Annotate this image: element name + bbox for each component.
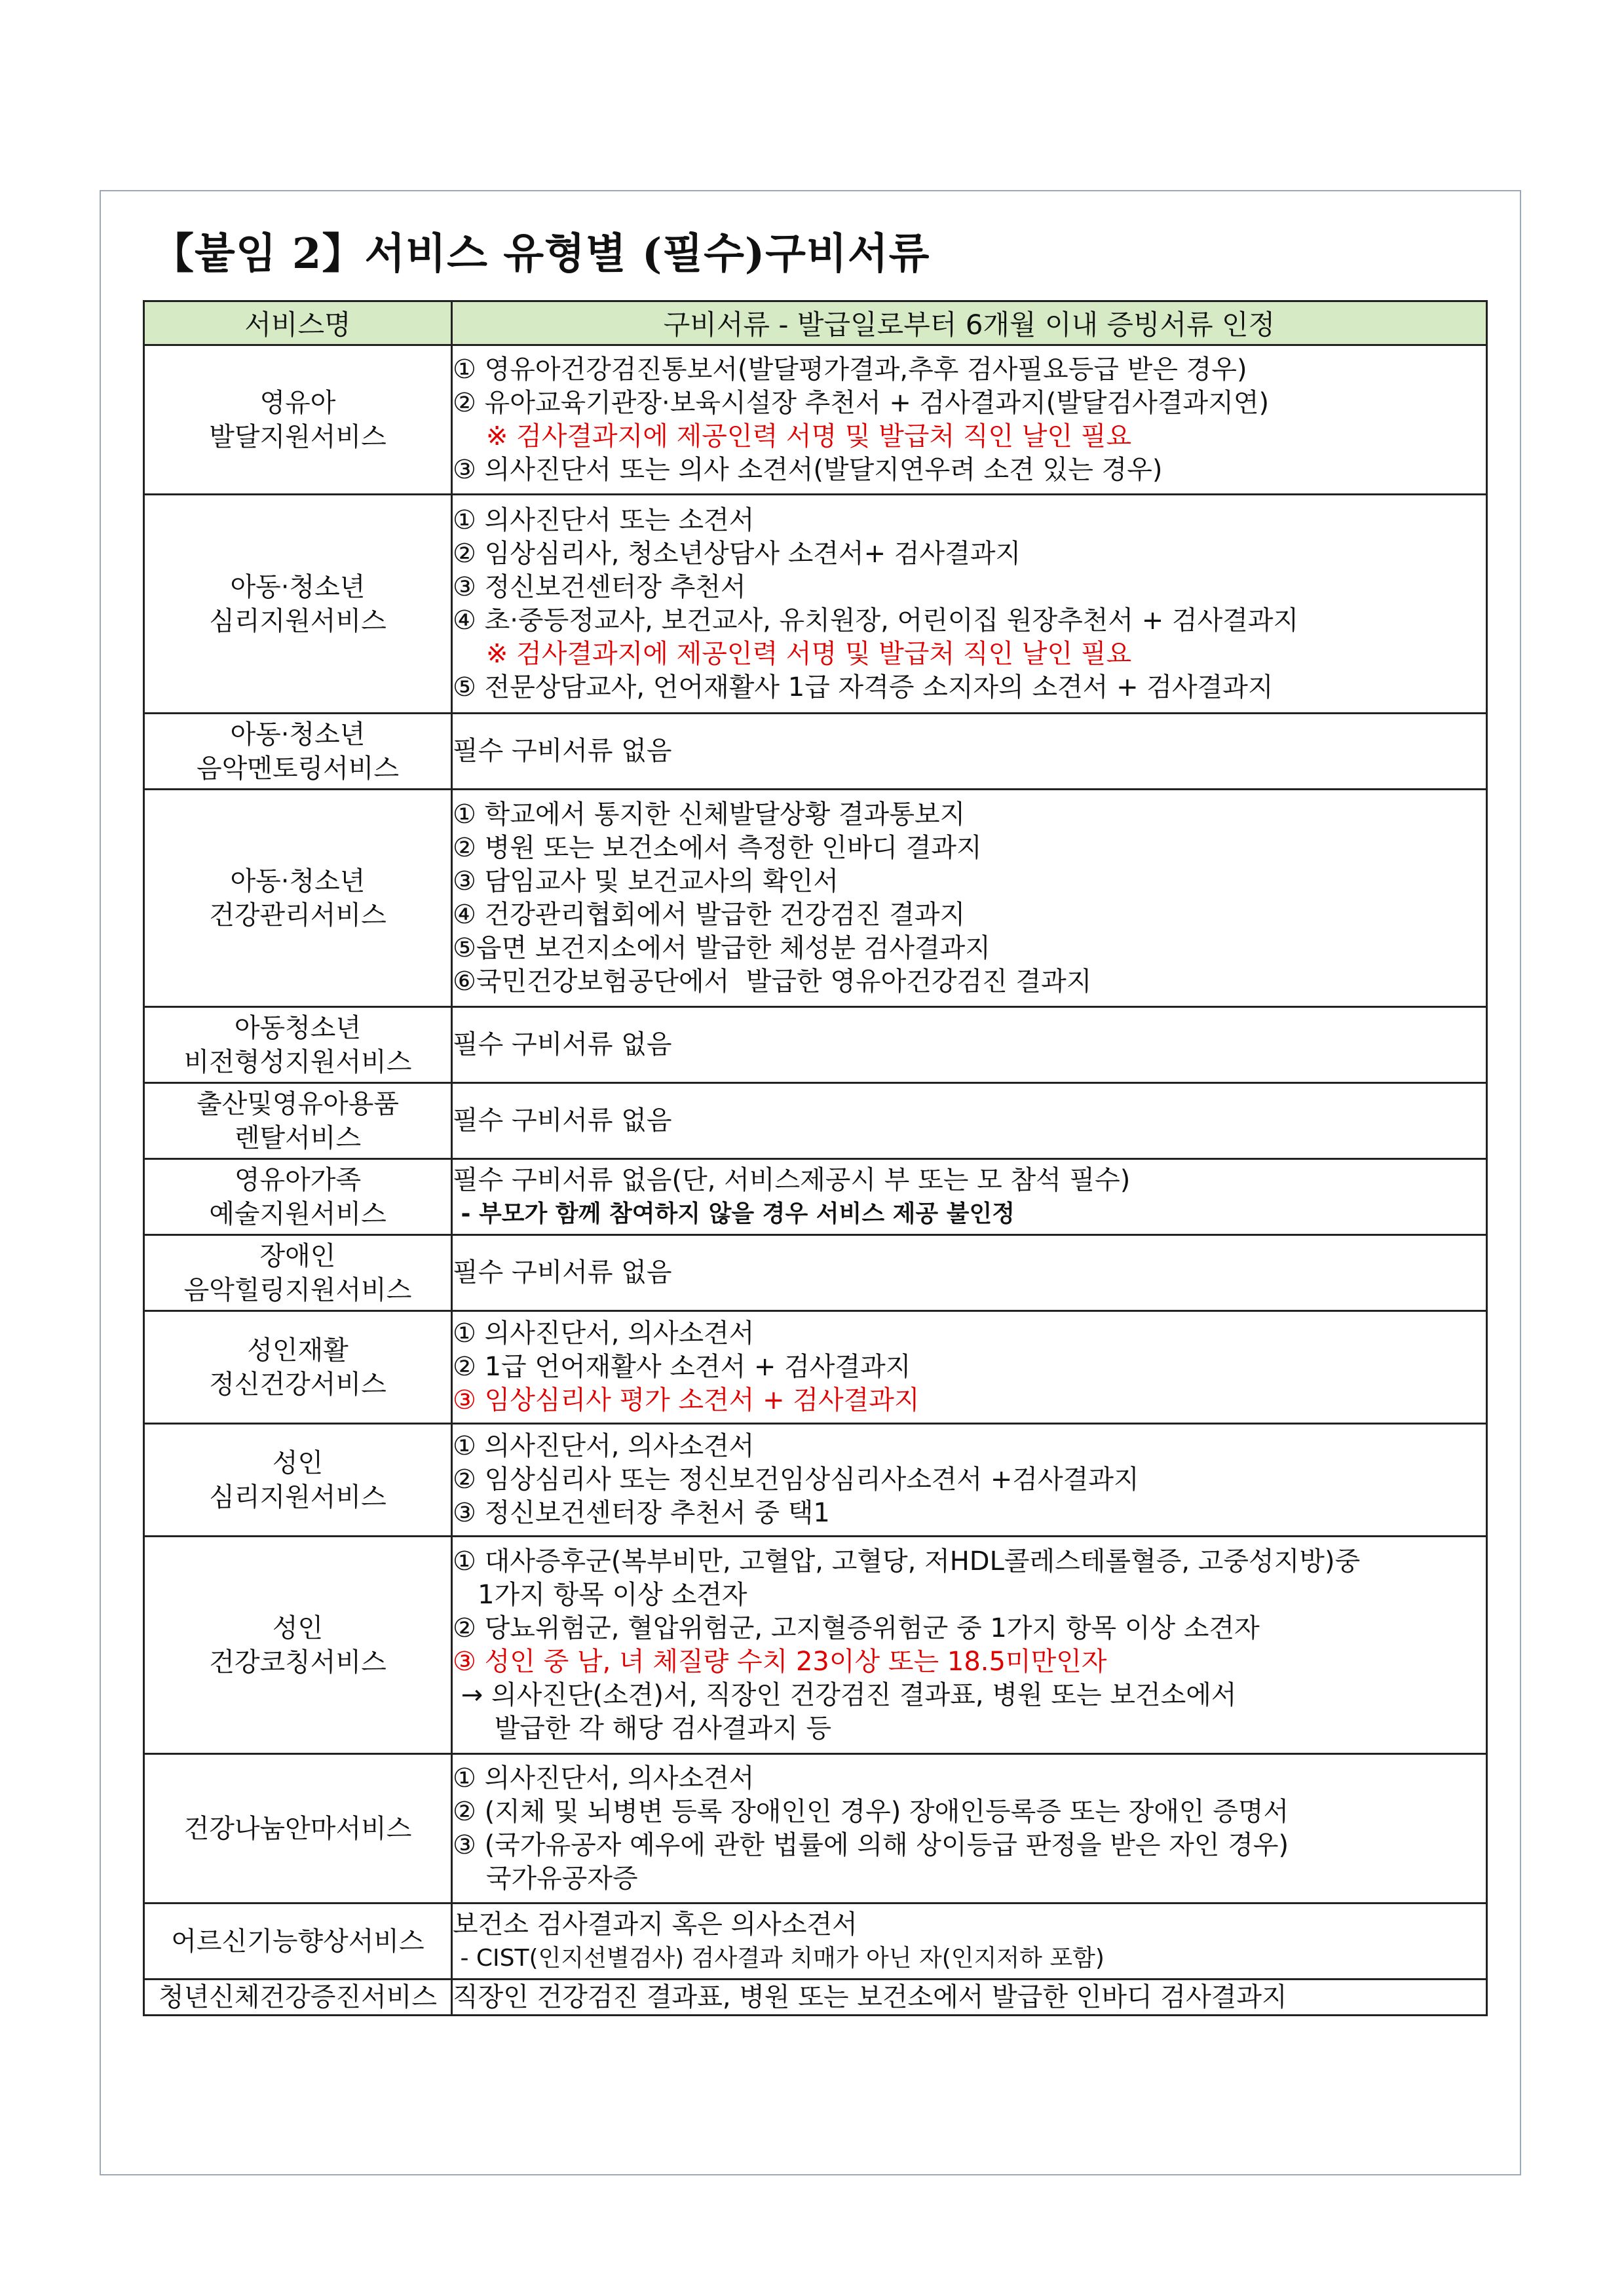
document-item: ① 학교에서 통지한 신체발달상황 결과통보지 <box>453 799 966 830</box>
service-name-line: 비전형성지원서비스 <box>183 1046 412 1077</box>
document-item: ③ 담임교사 및 보건교사의 확인서 <box>453 866 839 896</box>
document-item: ② 임상심리사, 청소년상담사 소견서+ 검사결과지 <box>453 538 1021 569</box>
document-note-highlight: ※ 검사결과지에 제공인력 서명 및 발급처 직인 날인 필요 <box>453 638 1132 669</box>
service-name-cell <box>144 1083 452 1159</box>
required-documents-cell <box>452 345 1487 495</box>
service-name-cell <box>144 1424 452 1537</box>
service-name-line: 아동·청소년 <box>230 571 366 602</box>
document-item: ② 병원 또는 보건소에서 측정한 인바디 결과지 <box>453 832 982 863</box>
document-item: 필수 구비서류 없음 <box>453 1105 672 1136</box>
service-name-cell <box>144 1311 452 1424</box>
service-name-line: 청년신체건강증진서비스 <box>158 1982 438 2012</box>
document-item: 국가유공자증 <box>453 1863 638 1894</box>
required-documents-cell <box>452 1754 1487 1904</box>
document-item: ① 영유아건강검진통보서(발달평가결과,추후 검사필요등급 받은 경우) <box>453 354 1247 385</box>
service-name-line: 성인재활 <box>247 1335 349 1366</box>
required-documents-cell <box>452 1537 1487 1754</box>
table-row <box>144 1537 1487 1754</box>
required-documents-cell <box>452 1159 1487 1235</box>
header-required-documents: 구비서류 - 발급일로부터 6개월 이내 증빙서류 인정 <box>452 301 1487 345</box>
document-item: ③ (국가유공자 예우에 관한 법률에 의해 상이등급 판정을 받은 자인 경우) <box>453 1829 1289 1860</box>
document-note-highlight: ③ 성인 중 남, 녀 체질량 수치 23이상 또는 18.5미만인자 <box>453 1646 1107 1677</box>
table-row <box>144 790 1487 1007</box>
required-documents-cell <box>452 1980 1487 2016</box>
document-item: ① 의사진단서, 의사소견서 <box>453 1318 755 1349</box>
required-documents-cell <box>452 1311 1487 1424</box>
service-name-line: 장애인 <box>259 1240 336 1271</box>
document-note-highlight: ③ 임상심리사 평가 소견서 + 검사결과지 <box>453 1385 920 1415</box>
service-name-line: 아동청소년 <box>234 1012 362 1043</box>
required-documents-table <box>143 300 1488 2016</box>
table-row <box>144 1007 1487 1083</box>
table-body <box>144 345 1487 2016</box>
service-name-line: 발달지원서비스 <box>209 421 387 452</box>
service-name-line: 예술지원서비스 <box>209 1198 387 1229</box>
service-name-line: 아동·청소년 <box>230 719 366 750</box>
document-item: ③ 정신보건센터장 추천서 중 택1 <box>453 1498 830 1528</box>
document-item: ⑤읍면 보건지소에서 발급한 체성분 검사결과지 <box>453 932 991 963</box>
table-row <box>144 495 1487 714</box>
table-header-row <box>144 301 1487 345</box>
table-row <box>144 1424 1487 1537</box>
document-item: 발급한 각 해당 검사결과지 등 <box>453 1713 832 1744</box>
document-item: ④ 초·중등정교사, 보건교사, 유치원장, 어린이집 원장추천서 + 검사결과지 <box>453 605 1299 636</box>
required-documents-cell <box>452 1235 1487 1311</box>
document-item: ① 의사진단서, 의사소견서 <box>453 1431 755 1461</box>
document-item: 필수 구비서류 없음 <box>453 1257 672 1288</box>
document-item: ② 유아교육기관장·보육시설장 추천서 + 검사결과지(발달검사결과지연) <box>453 387 1270 418</box>
service-name-cell <box>144 1537 452 1754</box>
document-item: ① 의사진단서, 의사소견서 <box>453 1763 755 1793</box>
service-name-line: 건강나눔안마서비스 <box>183 1813 412 1844</box>
service-name-line: 건강코칭서비스 <box>209 1647 387 1677</box>
document-item: → 의사진단(소견)서, 직장인 건강검진 결과표, 병원 또는 보건소에서 <box>453 1679 1237 1710</box>
document-note-highlight: ※ 검사결과지에 제공인력 서명 및 발급처 직인 날인 필요 <box>453 421 1132 451</box>
service-name-line: 성인 <box>272 1447 324 1478</box>
document-item: ④ 건강관리협회에서 발급한 건강검진 결과지 <box>453 899 966 930</box>
page-title: 【붙임 2】서비스 유형별 (필수)구비서류 <box>152 229 930 278</box>
service-name-line: 영유아가족 <box>234 1164 362 1195</box>
service-name-line: 심리지원서비스 <box>209 1482 387 1512</box>
service-name-cell <box>144 1754 452 1904</box>
table-row <box>144 1235 1487 1311</box>
service-name-cell <box>144 345 452 495</box>
service-name-line: 출산및영유아용품 <box>196 1088 400 1119</box>
header-service-name: 서비스명 <box>144 301 452 345</box>
table-row <box>144 714 1487 790</box>
service-name-line: 영유아 <box>259 387 336 418</box>
service-name-cell <box>144 1904 452 1980</box>
document-item: 직장인 건강검진 결과표, 병원 또는 보건소에서 발급한 인바디 검사결과지 <box>453 1981 1287 2012</box>
required-documents-cell <box>452 1083 1487 1159</box>
service-name-cell <box>144 1159 452 1235</box>
document-item: 보건소 검사결과지 혹은 의사소견서 <box>453 1909 858 1940</box>
service-name-line: 음악힐링지원서비스 <box>183 1274 412 1305</box>
required-documents-cell <box>452 1904 1487 1980</box>
service-name-line: 심리지원서비스 <box>209 605 387 636</box>
service-name-cell <box>144 495 452 714</box>
required-documents-cell <box>452 1424 1487 1537</box>
table-row <box>144 1980 1487 2016</box>
document-item: ② 당뇨위험군, 혈압위험군, 고지혈증위험군 중 1가지 항목 이상 소견자 <box>453 1613 1260 1643</box>
service-name-line: 음악멘토링서비스 <box>196 753 400 784</box>
required-documents-cell <box>452 495 1487 714</box>
table-row <box>144 1754 1487 1904</box>
service-name-cell <box>144 714 452 790</box>
table-row <box>144 345 1487 495</box>
service-name-line: 건강관리서비스 <box>209 900 387 930</box>
required-documents-cell <box>452 790 1487 1007</box>
document-item: 필수 구비서류 없음 <box>453 1029 672 1060</box>
document-item: 필수 구비서류 없음 <box>453 736 672 766</box>
document-item: ⑤ 전문상담교사, 언어재활사 1급 자격증 소지자의 소견서 + 검사결과지 <box>453 672 1274 702</box>
required-documents-cell <box>452 714 1487 790</box>
document-item: 1가지 항목 이상 소견자 <box>453 1579 747 1610</box>
service-name-line: 정신건강서비스 <box>209 1369 387 1400</box>
service-name-line: 렌탈서비스 <box>234 1122 362 1153</box>
service-name-line: 아동·청소년 <box>230 866 366 896</box>
service-name-cell <box>144 790 452 1007</box>
document-item: ③ 정신보건센터장 추천서 <box>453 571 746 602</box>
document-item: ② 1급 언어재활사 소견서 + 검사결과지 <box>453 1352 911 1382</box>
service-name-cell <box>144 1235 452 1311</box>
document-item: ① 대사증후군(복부비만, 고혈압, 고혈당, 저HDL콜레스테롤혈증, 고중성지방)중 <box>453 1546 1361 1577</box>
document-item: - 부모가 함께 참여하지 않을 경우 서비스 제공 불인정 <box>453 1200 1015 1227</box>
table-row <box>144 1311 1487 1424</box>
document-item: ⑥국민건강보험공단에서 발급한 영유아건강검진 결과지 <box>453 966 1092 997</box>
document-item: ② 임상심리사 또는 정신보건임상심리사소견서 +검사결과지 <box>453 1464 1139 1495</box>
document-item: - CIST(인지선별검사) 검사결과 치매가 아닌 자(인지저하 포함) <box>453 1944 1105 1972</box>
document-item: ① 의사진단서 또는 소견서 <box>453 505 755 535</box>
table-row <box>144 1904 1487 1980</box>
service-name-line: 어르신기능향상서비스 <box>171 1926 425 1957</box>
service-name-cell <box>144 1980 452 2016</box>
service-name-cell <box>144 1007 452 1083</box>
required-documents-cell <box>452 1007 1487 1083</box>
table-row <box>144 1083 1487 1159</box>
service-name-line: 성인 <box>272 1613 324 1643</box>
document-item: ③ 의사진단서 또는 의사 소견서(발달지연우려 소견 있는 경우) <box>453 454 1163 485</box>
document-item: ② (지체 및 뇌병변 등록 장애인인 경우) 장애인등록증 또는 장애인 증명서 <box>453 1796 1289 1827</box>
table-row <box>144 1159 1487 1235</box>
document-item: 필수 구비서류 없음(단, 서비스제공시 부 또는 모 참석 필수) <box>453 1164 1131 1195</box>
